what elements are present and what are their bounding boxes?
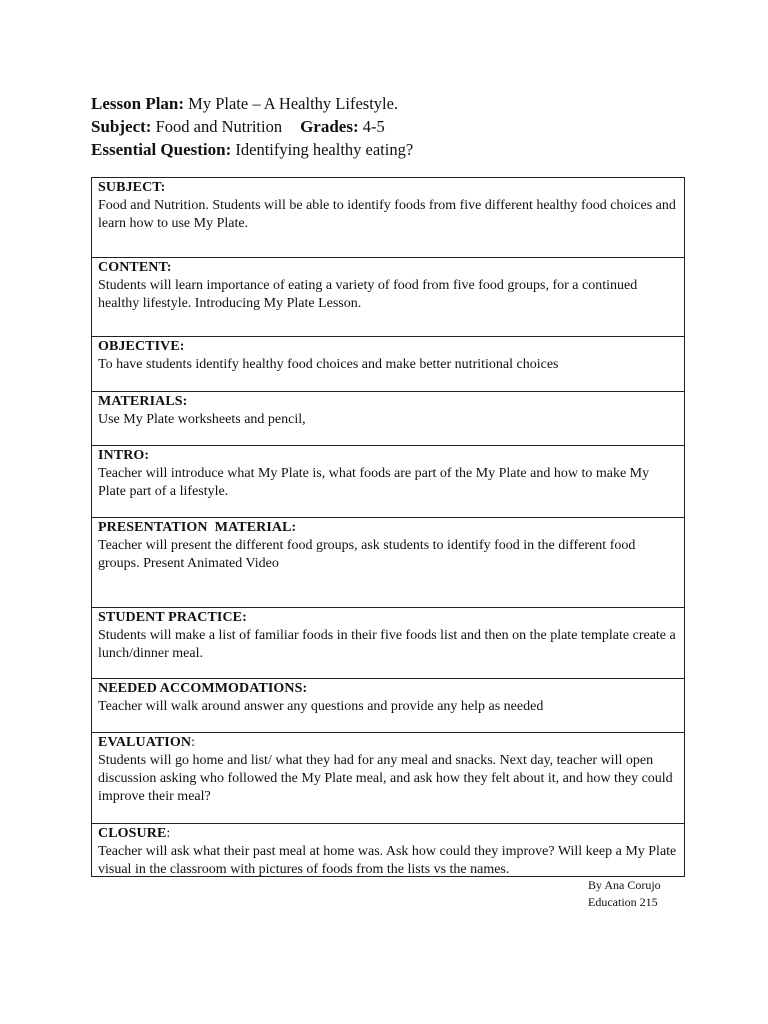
section-materials bbox=[92, 391, 684, 445]
grades-value: 4-5 bbox=[362, 117, 385, 136]
section-evaluation bbox=[92, 732, 684, 823]
section-title: CLOSURE bbox=[98, 826, 167, 841]
section-objective bbox=[92, 336, 684, 391]
essential-question-line bbox=[91, 138, 691, 161]
section-subject bbox=[92, 178, 684, 257]
grades-label: Grades: bbox=[300, 117, 359, 136]
section-body: Use My Plate worksheets and pencil, bbox=[98, 412, 306, 427]
section-title: NEEDED ACCOMMODATIONS: bbox=[98, 681, 308, 696]
section-title: OBJECTIVE: bbox=[98, 339, 185, 354]
section-title: STUDENT PRACTICE: bbox=[98, 610, 247, 625]
essential-question-label: Essential Question: bbox=[91, 140, 232, 159]
section-title: EVALUATION bbox=[98, 735, 192, 750]
section-content bbox=[92, 257, 684, 336]
section-title: MATERIALS: bbox=[98, 394, 188, 409]
document-header bbox=[91, 92, 691, 161]
section-title-suffix: : bbox=[191, 735, 196, 750]
section-intro bbox=[92, 445, 684, 517]
section-presentation-material bbox=[92, 517, 684, 607]
section-body: Teacher will walk around answer any questions and provide any help as needed bbox=[98, 699, 544, 714]
section-closure bbox=[92, 823, 684, 876]
author-name: By Ana Corujo bbox=[588, 878, 661, 892]
section-body: Students will make a list of familiar foods in their five foods list and then on the plate template create a lunch/dinner meal. bbox=[98, 628, 676, 661]
subject-label: Subject: bbox=[91, 117, 152, 136]
lesson-plan-value: My Plate – A Healthy Lifestyle. bbox=[188, 94, 399, 113]
section-body: Teacher will introduce what My Plate is, what foods are part of the My Plate and how to make My Plate part of a lifestyle. bbox=[98, 466, 650, 499]
section-needed-accommodations bbox=[92, 678, 684, 732]
lesson-plan-line bbox=[91, 92, 691, 115]
lesson-plan-label: Lesson Plan: bbox=[91, 94, 185, 113]
section-student-practice bbox=[92, 607, 684, 678]
section-title: CONTENT: bbox=[98, 260, 172, 275]
section-title: INTRO: bbox=[98, 448, 150, 463]
document-footer bbox=[588, 877, 661, 911]
lesson-plan-table bbox=[91, 177, 685, 877]
section-body: Food and Nutrition. Students will be able to identify foods from five different healthy food choices and learn how to use My Plate. bbox=[98, 198, 676, 231]
section-body: Students will go home and list/ what they had for any meal and snacks. Next day, teacher will open discussion asking who followed the My Plate meal, and ask how they felt about it, and how they could improve their meal? bbox=[98, 753, 673, 804]
subject-line bbox=[91, 115, 691, 138]
section-body: Students will learn importance of eating a variety of food from five food groups, for a continued healthy lifestyle. Introducing My Plate Lesson. bbox=[98, 278, 638, 311]
subject-value: Food and Nutrition bbox=[155, 117, 283, 136]
section-title-suffix: : bbox=[166, 826, 171, 841]
course-name: Education 215 bbox=[588, 895, 658, 909]
section-title: PRESENTATION MATERIAL: bbox=[98, 520, 297, 535]
section-body: Teacher will present the different food groups, ask students to identify food in the different food groups. Present Animated Video bbox=[98, 538, 636, 571]
essential-question-value: Identifying healthy eating? bbox=[235, 140, 414, 159]
section-body: Teacher will ask what their past meal at home was. Ask how could they improve? Will keep a My Plate visual in the classroom with pictures of foods from the lists vs the names. bbox=[98, 844, 677, 876]
section-body: To have students identify healthy food choices and make better nutritional choices bbox=[98, 357, 559, 372]
section-title: SUBJECT: bbox=[98, 180, 166, 195]
